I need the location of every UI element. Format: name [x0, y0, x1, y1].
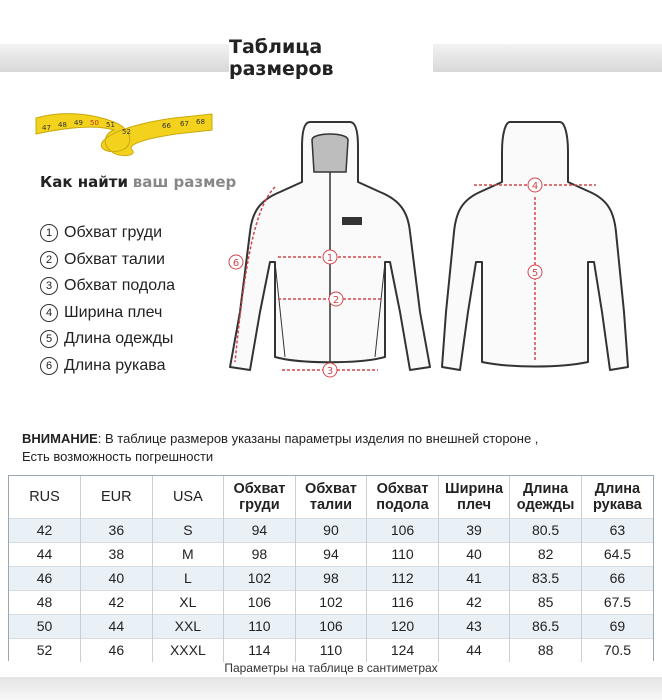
notice-line2: Есть возможность погрешности: [22, 449, 214, 464]
tape-number: 51: [106, 121, 115, 129]
table-cell: 80.5: [510, 518, 582, 542]
table-cell: 63: [581, 518, 653, 542]
table-cell: 42: [9, 518, 81, 542]
legend-item: [40, 353, 240, 380]
table-cell: 124: [367, 638, 439, 662]
marker-5: 5: [531, 268, 539, 279]
how-gray: ваш размер: [132, 173, 237, 191]
table-row: [9, 518, 653, 542]
table-cell: 112: [367, 566, 439, 590]
how-to-find-heading: [40, 173, 236, 191]
tape-number: 49: [74, 119, 83, 127]
table-cell: 114: [224, 638, 296, 662]
header-eur: EUR: [81, 476, 153, 518]
legend-item: [40, 300, 240, 327]
tape-number: 47: [42, 124, 51, 132]
marker-1: 1: [326, 253, 334, 264]
marker-4: 4: [531, 181, 539, 192]
measure-legend: [40, 220, 240, 379]
size-table: [8, 475, 654, 661]
table-cell: 120: [367, 614, 439, 638]
footer-band: [0, 677, 662, 700]
table-cell: 69: [581, 614, 653, 638]
legend-label: Длина рукава: [64, 356, 166, 374]
table-cell: 44: [438, 638, 510, 662]
table-cell: 67.5: [581, 590, 653, 614]
table-cell: 106: [224, 590, 296, 614]
legend-item: [40, 273, 240, 300]
legend-item: [40, 220, 240, 247]
header-rus: RUS: [9, 476, 81, 518]
table-cell: 102: [224, 566, 296, 590]
header-usa: USA: [152, 476, 224, 518]
tape-number: 48: [58, 121, 67, 129]
header-waist: Обхват талии: [295, 476, 367, 518]
table-cell: M: [152, 542, 224, 566]
table-cell: 82: [510, 542, 582, 566]
header-length: Длина одежды: [510, 476, 582, 518]
table-cell: 102: [295, 590, 367, 614]
table-cell: 98: [224, 542, 296, 566]
tape-number: 52: [122, 128, 131, 136]
table-cell: 110: [367, 542, 439, 566]
legend-number: 2: [40, 251, 58, 269]
table-cell: 88: [510, 638, 582, 662]
table-cell: 83.5: [510, 566, 582, 590]
legend-number: 5: [40, 330, 58, 348]
table-cell: XXXL: [152, 638, 224, 662]
table-cell: 46: [81, 638, 153, 662]
tape-number: 66: [162, 122, 171, 130]
notice-text: : В таблице размеров указаны параметры изделия по внешней стороне ,: [97, 431, 539, 446]
table-header-row: [9, 476, 653, 518]
table-cell: 40: [81, 566, 153, 590]
table-cell: XXL: [152, 614, 224, 638]
table-cell: S: [152, 518, 224, 542]
table-cell: 40: [438, 542, 510, 566]
jacket-front-illustration: [220, 112, 440, 382]
table-cell: 70.5: [581, 638, 653, 662]
table-cell: XL: [152, 590, 224, 614]
tape-number: 68: [196, 118, 205, 126]
table-cell: 38: [81, 542, 153, 566]
table-cell: 36: [81, 518, 153, 542]
table-cell: 44: [81, 614, 153, 638]
legend-label: Обхват талии: [64, 250, 165, 268]
notice: [22, 430, 642, 466]
how-bold: Как найти: [40, 173, 128, 191]
table-cell: 66: [581, 566, 653, 590]
table-cell: 41: [438, 566, 510, 590]
tape-measure-icon: [34, 100, 214, 160]
table-cell: 42: [81, 590, 153, 614]
table-row: [9, 590, 653, 614]
header-sleeve: Длина рукава: [581, 476, 653, 518]
legend-item: [40, 326, 240, 353]
legend-number: 6: [40, 357, 58, 375]
marker-2: 2: [332, 295, 340, 306]
marker-3: 3: [326, 366, 334, 377]
header-hem: Обхват подола: [367, 476, 439, 518]
table-cell: 85: [510, 590, 582, 614]
tape-number: 50: [90, 119, 99, 127]
legend-label: Обхват груди: [64, 224, 163, 242]
table-cell: 110: [224, 614, 296, 638]
legend-number: 1: [40, 224, 58, 242]
footnote: Параметры на таблице в сантиметрах: [224, 661, 438, 675]
table-row: [9, 614, 653, 638]
table-cell: 50: [9, 614, 81, 638]
table-cell: 106: [367, 518, 439, 542]
title-box: [229, 36, 433, 80]
table-cell: 42: [438, 590, 510, 614]
table-cell: 44: [9, 542, 81, 566]
table-row: [9, 638, 653, 662]
table-cell: 46: [9, 566, 81, 590]
table-cell: L: [152, 566, 224, 590]
header-shoulders: Ширина плеч: [438, 476, 510, 518]
table-cell: 52: [9, 638, 81, 662]
table-cell: 106: [295, 614, 367, 638]
table-row: [9, 566, 653, 590]
table-cell: 94: [224, 518, 296, 542]
tape-number: 67: [180, 120, 189, 128]
table-cell: 64.5: [581, 542, 653, 566]
table-cell: 110: [295, 638, 367, 662]
table-cell: 90: [295, 518, 367, 542]
header-chest: Обхват груди: [224, 476, 296, 518]
marker-6: 6: [232, 258, 240, 269]
legend-label: Ширина плеч: [64, 303, 163, 321]
legend-label: Длина одежды: [64, 330, 174, 348]
page-title: Таблица размеров: [229, 36, 334, 80]
table-row: [9, 542, 653, 566]
legend-item: [40, 247, 240, 274]
table-cell: 86.5: [510, 614, 582, 638]
table-cell: 39: [438, 518, 510, 542]
table-cell: 43: [438, 614, 510, 638]
legend-number: 3: [40, 277, 58, 295]
table-cell: 94: [295, 542, 367, 566]
legend-number: 4: [40, 304, 58, 322]
jacket-back-illustration: [440, 112, 630, 382]
legend-label: Обхват подола: [64, 277, 176, 295]
table-cell: 48: [9, 590, 81, 614]
notice-bold: ВНИМАНИЕ: [22, 431, 98, 446]
table-cell: 116: [367, 590, 439, 614]
table-cell: 98: [295, 566, 367, 590]
